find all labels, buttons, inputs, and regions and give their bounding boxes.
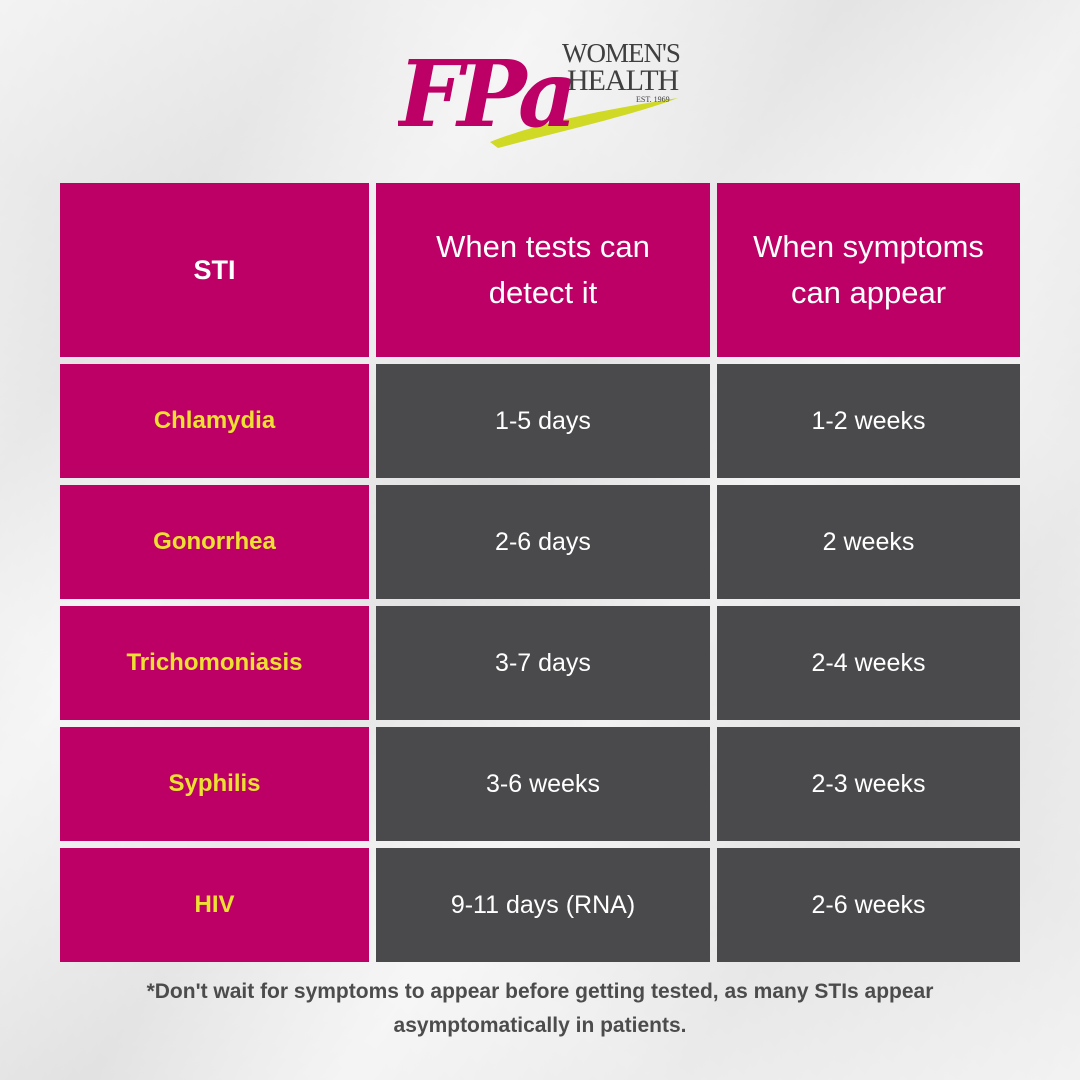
test-window-chlamydia: 1-5 days (376, 364, 710, 478)
sti-name-trichomoniasis: Trichomoniasis (60, 606, 369, 720)
logo-established: EST. 1969 (636, 95, 670, 104)
sti-name-hiv: HIV (60, 848, 369, 962)
logo-line2: HEALTH (567, 64, 679, 97)
sti-table (60, 183, 1020, 962)
sti-name-syphilis: Syphilis (60, 727, 369, 841)
test-window-hiv: 9-11 days (RNA) (376, 848, 710, 962)
test-window-trichomoniasis: 3-7 days (376, 606, 710, 720)
symptom-window-chlamydia: 1-2 weeks (717, 364, 1020, 478)
symptom-window-trichomoniasis: 2-4 weeks (717, 606, 1020, 720)
symptom-window-hiv: 2-6 weeks (717, 848, 1020, 962)
footnote: *Don't wait for symptoms to appear before getting tested, as many STIs appear asymptomatically in patients. (146, 980, 934, 1037)
header-symptoms-appear: When symptoms can appear (717, 183, 1020, 357)
test-window-gonorrhea: 2-6 days (376, 485, 710, 599)
logo-mark: FPa (398, 40, 572, 148)
header-sti: STI (60, 183, 369, 357)
fpa-womens-health-logo (398, 24, 688, 159)
sti-name-gonorrhea: Gonorrhea (60, 485, 369, 599)
logo-line1: WOMEN'S (562, 38, 680, 68)
symptom-window-syphilis: 2-3 weeks (717, 727, 1020, 841)
symptom-window-gonorrhea: 2 weeks (717, 485, 1020, 599)
sti-name-chlamydia: Chlamydia (60, 364, 369, 478)
test-window-syphilis: 3-6 weeks (376, 727, 710, 841)
header-test-detection: When tests can detect it (376, 183, 710, 357)
logo-graphic (398, 24, 688, 159)
